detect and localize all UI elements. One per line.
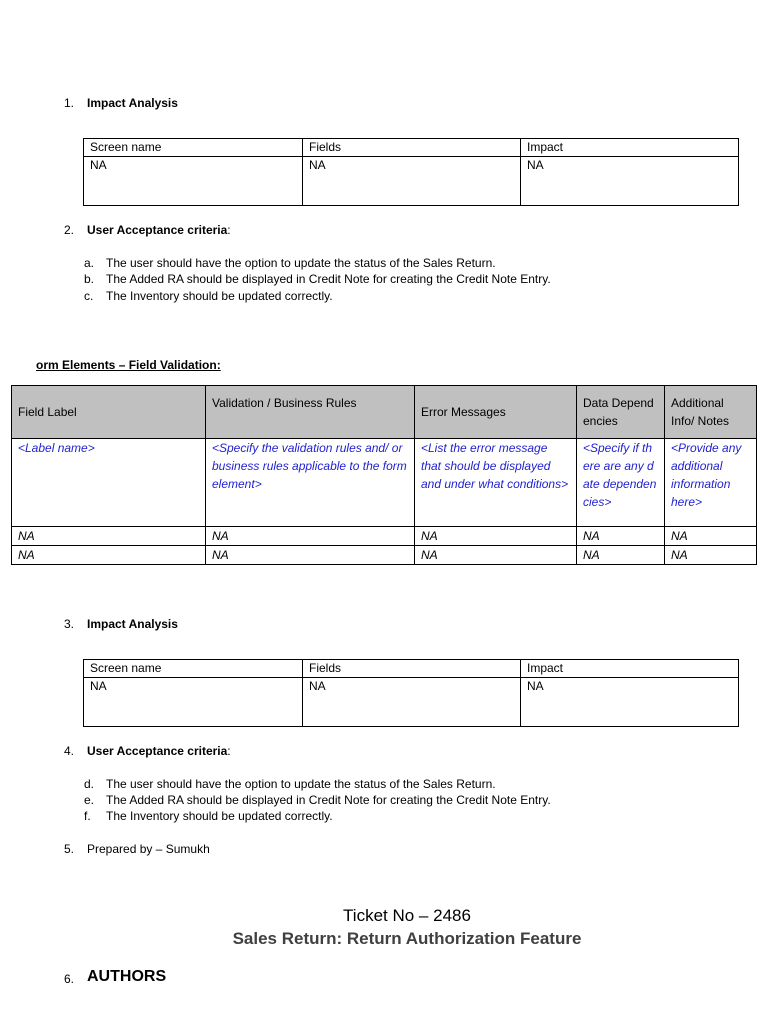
section-4-title: User Acceptance criteria: [87, 744, 228, 758]
fv-header-data-dependencies: Data Dependencies: [577, 386, 665, 439]
impact-header-impact: Impact: [521, 660, 739, 678]
section-4-number: 4.: [64, 744, 75, 758]
list-text: The user should have the option to update the status of the Sales Return.: [106, 256, 496, 270]
ticket-number: Ticket No – 2486: [343, 906, 471, 925]
table-row: [12, 546, 757, 565]
section-4-colon: :: [227, 744, 231, 758]
ticket-title: Sales Return: Return Authorization Feature: [232, 929, 582, 948]
impact-header-screen-name: Screen name: [84, 139, 303, 157]
list-text: The Added RA should be displayed in Credit Note for creating the Credit Note Entry.: [106, 272, 551, 286]
list-text: The Inventory should be updated correctly.: [106, 289, 333, 303]
fv-template-cell: <Label name>: [12, 439, 206, 527]
field-validation-title: orm Elements – Field Validation:: [36, 358, 221, 372]
fv-template-cell: <List the error message that should be displayed and under what conditions>: [415, 439, 577, 527]
fv-template-cell: <Specify if there are any date dependencies>: [577, 439, 665, 527]
section-4-heading: [87, 744, 231, 758]
list-text: The Added RA should be displayed in Credit Note for creating the Credit Note Entry.: [106, 793, 551, 807]
list-marker: f.: [84, 809, 91, 823]
impact-header-fields: Fields: [303, 660, 521, 678]
impact-table-1: [83, 138, 739, 206]
fv-cell: NA: [12, 546, 206, 565]
section-6-number: 6.: [64, 972, 75, 986]
list-text: The user should have the option to update the status of the Sales Return.: [106, 777, 496, 791]
section-3-number: 3.: [64, 617, 75, 631]
list-marker: a.: [84, 256, 95, 270]
impact-cell: NA: [521, 678, 739, 727]
impact-cell: NA: [521, 157, 739, 206]
prepared-by: Prepared by – Sumukh: [87, 842, 210, 856]
list-marker: c.: [84, 289, 94, 303]
impact-cell: NA: [303, 157, 521, 206]
fv-cell: NA: [206, 527, 415, 546]
fv-cell: NA: [415, 527, 577, 546]
section-1-number: 1.: [64, 96, 75, 110]
impact-header-screen-name: Screen name: [84, 660, 303, 678]
list-text: The Inventory should be updated correctly.: [106, 809, 333, 823]
fv-template-cell: <Specify the validation rules and/ or business rules applicable to the form element>: [206, 439, 415, 527]
impact-cell: NA: [84, 678, 303, 727]
impact-table-2: [83, 659, 739, 727]
authors-heading: AUTHORS: [87, 968, 167, 985]
impact-header-impact: Impact: [521, 139, 739, 157]
fv-header-validation: Validation / Business Rules: [206, 386, 415, 439]
fv-cell: NA: [665, 527, 757, 546]
section-5-number: 5.: [64, 842, 75, 856]
field-validation-table: [11, 385, 757, 565]
fv-cell: NA: [206, 546, 415, 565]
fv-header-additional-info: Additional Info/ Notes: [665, 386, 757, 439]
list-marker: d.: [84, 777, 95, 791]
section-2-heading: [87, 223, 231, 237]
impact-cell: NA: [84, 157, 303, 206]
list-marker: e.: [84, 793, 95, 807]
fv-cell: NA: [577, 527, 665, 546]
fv-cell: NA: [12, 527, 206, 546]
table-row: [12, 527, 757, 546]
fv-cell: NA: [665, 546, 757, 565]
fv-cell: NA: [415, 546, 577, 565]
section-2-colon: :: [227, 223, 231, 237]
fv-template-cell: <Provide any additional information here>: [665, 439, 757, 527]
fv-cell: NA: [577, 546, 665, 565]
section-2-title: User Acceptance criteria: [87, 223, 228, 237]
section-3-title: Impact Analysis: [87, 617, 178, 631]
section-2-number: 2.: [64, 223, 75, 237]
impact-header-fields: Fields: [303, 139, 521, 157]
section-1-title: Impact Analysis: [87, 96, 178, 110]
impact-cell: NA: [303, 678, 521, 727]
fv-header-error-messages: Error Messages: [415, 386, 577, 439]
list-marker: b.: [84, 272, 95, 286]
fv-header-field-label: Field Label: [12, 386, 206, 439]
